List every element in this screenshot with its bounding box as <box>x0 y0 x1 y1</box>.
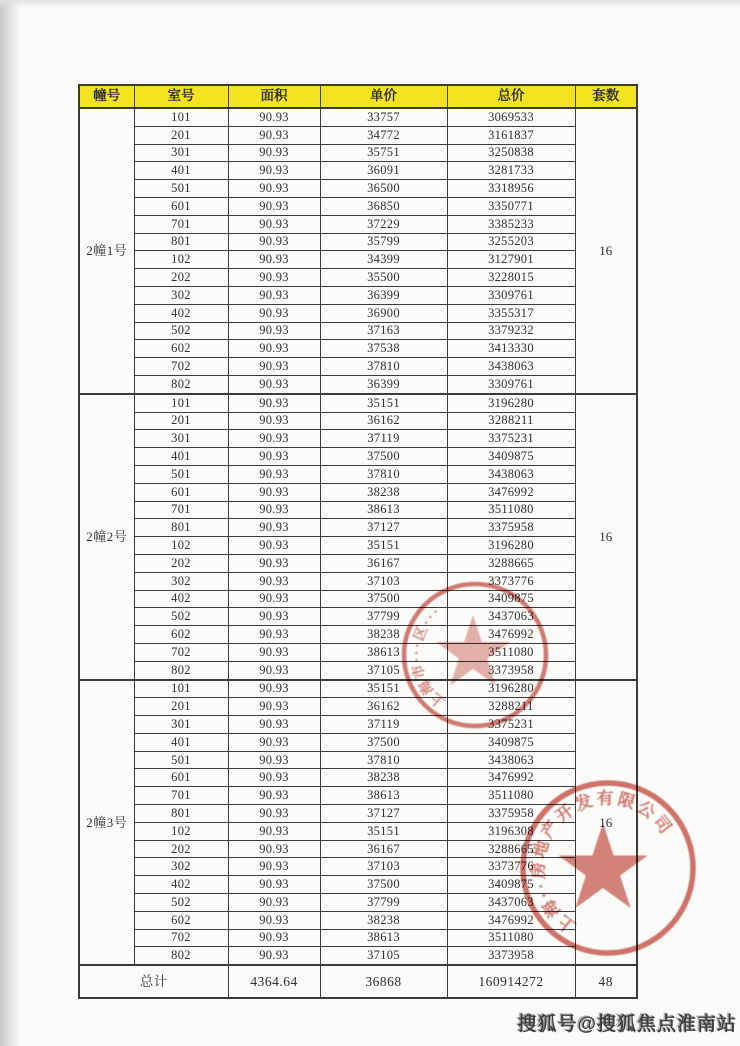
area-cell: 90.93 <box>228 661 320 679</box>
building-cell: 2幢1号 <box>79 108 134 394</box>
room-cell: 101 <box>134 108 228 126</box>
unit-row <box>79 375 637 393</box>
total-price-cell: 3288211 <box>447 698 575 716</box>
total-price-cell: 3288665 <box>447 554 575 572</box>
unit-row <box>79 554 637 572</box>
area-cell: 90.93 <box>228 840 320 858</box>
summary-row <box>79 965 637 998</box>
unit-price-cell: 37105 <box>320 661 447 679</box>
total-price-cell: 3373958 <box>447 661 575 679</box>
unit-price-cell: 36500 <box>320 180 447 198</box>
summary-unit-price-cell: 36868 <box>320 965 447 998</box>
area-cell: 90.93 <box>228 108 320 126</box>
unit-row <box>79 751 637 769</box>
total-price-cell: 3196280 <box>447 680 575 698</box>
unit-row <box>79 304 637 322</box>
building-cell: 2幢3号 <box>79 680 134 966</box>
unit-row <box>79 233 637 251</box>
area-cell: 90.93 <box>228 894 320 912</box>
total-price-cell: 3409875 <box>447 876 575 894</box>
total-price-cell: 3409875 <box>447 448 575 466</box>
room-cell: 801 <box>134 233 228 251</box>
unit-price-cell: 36167 <box>320 840 447 858</box>
area-cell: 90.93 <box>228 929 320 947</box>
total-price-cell: 3379232 <box>447 322 575 340</box>
seal-star-icon <box>558 823 647 908</box>
unit-price-cell: 38238 <box>320 911 447 929</box>
room-cell: 702 <box>134 929 228 947</box>
area-cell: 90.93 <box>228 430 320 448</box>
seal-arc-text: 上海··房地产开发有限公司 <box>528 788 677 937</box>
room-cell: 502 <box>134 608 228 626</box>
total-price-cell: 3196280 <box>447 537 575 555</box>
total-price-cell: 3228015 <box>447 269 575 287</box>
room-cell: 301 <box>134 716 228 734</box>
unit-price-cell: 37810 <box>320 465 447 483</box>
area-cell: 90.93 <box>228 787 320 805</box>
total-price-cell: 3437063 <box>447 608 575 626</box>
total-price-cell: 3373958 <box>447 947 575 965</box>
unit-price-cell: 35500 <box>320 269 447 287</box>
area-cell: 90.93 <box>228 465 320 483</box>
building-cell: 2幢2号 <box>79 394 134 680</box>
total-price-cell: 3438063 <box>447 751 575 769</box>
area-cell: 90.93 <box>228 911 320 929</box>
unit-row <box>79 412 637 430</box>
room-cell: 401 <box>134 448 228 466</box>
summary-total-price-cell: 160914272 <box>447 965 575 998</box>
header-row <box>79 85 637 108</box>
room-cell: 401 <box>134 162 228 180</box>
area-cell: 90.93 <box>228 805 320 823</box>
unit-row <box>79 465 637 483</box>
room-cell: 302 <box>134 858 228 876</box>
units-count-cell: 16 <box>575 680 637 966</box>
summary-label-cell: 总计 <box>79 965 228 998</box>
area-cell: 90.93 <box>228 698 320 716</box>
sohu-watermark: 搜狐号@搜狐焦点淮南站 <box>517 1014 737 1035</box>
area-cell: 90.93 <box>228 751 320 769</box>
unit-price-cell: 35751 <box>320 144 447 162</box>
unit-price-cell: 36850 <box>320 197 447 215</box>
area-cell: 90.93 <box>228 394 320 412</box>
summary-units-cell: 48 <box>575 965 637 998</box>
unit-price-cell: 35151 <box>320 537 447 555</box>
area-cell: 90.93 <box>228 322 320 340</box>
room-cell: 701 <box>134 215 228 233</box>
unit-price-cell: 38238 <box>320 483 447 501</box>
unit-price-cell: 38613 <box>320 501 447 519</box>
unit-row <box>79 519 637 537</box>
total-price-cell: 3476992 <box>447 911 575 929</box>
room-cell: 201 <box>134 126 228 144</box>
area-cell: 90.93 <box>228 412 320 430</box>
unit-price-cell: 37810 <box>320 751 447 769</box>
unit-price-cell: 35151 <box>320 680 447 698</box>
unit-price-cell: 37799 <box>320 894 447 912</box>
room-cell: 702 <box>134 358 228 376</box>
room-cell: 802 <box>134 947 228 965</box>
header-cell: 面积 <box>228 85 320 108</box>
total-price-cell: 3375958 <box>447 519 575 537</box>
room-cell: 201 <box>134 698 228 716</box>
total-price-cell: 3511080 <box>447 643 575 661</box>
unit-price-cell: 36162 <box>320 698 447 716</box>
area-cell: 90.93 <box>228 180 320 198</box>
room-cell: 602 <box>134 340 228 358</box>
area-cell: 90.93 <box>228 233 320 251</box>
room-cell: 802 <box>134 375 228 393</box>
room-cell: 101 <box>134 680 228 698</box>
header-cell: 幢号 <box>79 85 134 108</box>
room-cell: 202 <box>134 554 228 572</box>
unit-row <box>79 197 637 215</box>
unit-row <box>79 144 637 162</box>
seal-star-icon <box>436 615 510 686</box>
unit-row <box>79 448 637 466</box>
unit-row <box>79 501 637 519</box>
area-cell: 90.93 <box>228 126 320 144</box>
unit-row <box>79 322 637 340</box>
unit-price-cell: 34399 <box>320 251 447 269</box>
unit-price-cell: 38238 <box>320 769 447 787</box>
unit-price-cell: 37127 <box>320 805 447 823</box>
unit-price-cell: 38613 <box>320 787 447 805</box>
red-company-seal-icon <box>518 778 698 958</box>
unit-row <box>79 483 637 501</box>
unit-row <box>79 430 637 448</box>
area-cell: 90.93 <box>228 304 320 322</box>
area-cell: 90.93 <box>228 733 320 751</box>
room-cell: 502 <box>134 322 228 340</box>
unit-price-cell: 37799 <box>320 608 447 626</box>
total-price-cell: 3375231 <box>447 716 575 734</box>
unit-row <box>79 358 637 376</box>
total-price-cell: 3476992 <box>447 626 575 644</box>
total-price-cell: 3373776 <box>447 572 575 590</box>
room-cell: 501 <box>134 465 228 483</box>
area-cell: 90.93 <box>228 251 320 269</box>
unit-price-cell: 36399 <box>320 286 447 304</box>
room-cell: 501 <box>134 180 228 198</box>
total-price-cell: 3409875 <box>447 733 575 751</box>
summary-area-cell: 4364.64 <box>228 965 320 998</box>
unit-row <box>79 394 637 412</box>
table-header <box>79 85 637 108</box>
room-cell: 602 <box>134 626 228 644</box>
header-cell: 单价 <box>320 85 447 108</box>
total-price-cell: 3511080 <box>447 787 575 805</box>
area-cell: 90.93 <box>228 643 320 661</box>
unit-price-cell: 33757 <box>320 108 447 126</box>
total-price-cell: 3375958 <box>447 805 575 823</box>
unit-price-cell: 36162 <box>320 412 447 430</box>
room-cell: 402 <box>134 590 228 608</box>
unit-row <box>79 162 637 180</box>
red-round-seal-icon <box>395 575 555 735</box>
area-cell: 90.93 <box>228 822 320 840</box>
room-cell: 301 <box>134 430 228 448</box>
room-cell: 102 <box>134 822 228 840</box>
room-cell: 101 <box>134 394 228 412</box>
unit-price-cell: 37500 <box>320 876 447 894</box>
unit-price-cell: 37229 <box>320 215 447 233</box>
unit-price-cell: 34772 <box>320 126 447 144</box>
total-price-cell: 3511080 <box>447 501 575 519</box>
unit-price-cell: 37163 <box>320 322 447 340</box>
area-cell: 90.93 <box>228 162 320 180</box>
total-price-cell: 3438063 <box>447 358 575 376</box>
area-cell: 90.93 <box>228 876 320 894</box>
total-price-cell: 3069533 <box>447 108 575 126</box>
header-cell: 总价 <box>447 85 575 108</box>
room-cell: 102 <box>134 537 228 555</box>
total-price-cell: 3409875 <box>447 590 575 608</box>
room-cell: 701 <box>134 787 228 805</box>
area-cell: 90.93 <box>228 215 320 233</box>
total-price-cell: 3161837 <box>447 126 575 144</box>
unit-price-cell: 35151 <box>320 394 447 412</box>
area-cell: 90.93 <box>228 769 320 787</box>
scan-edge-shadow-top <box>0 0 740 8</box>
unit-price-cell: 38613 <box>320 929 447 947</box>
unit-row <box>79 108 637 126</box>
room-cell: 301 <box>134 144 228 162</box>
header-cell: 套数 <box>575 85 637 108</box>
total-price-cell: 3437063 <box>447 894 575 912</box>
total-price-cell: 3413330 <box>447 340 575 358</box>
room-cell: 202 <box>134 269 228 287</box>
area-cell: 90.93 <box>228 554 320 572</box>
total-price-cell: 3438063 <box>447 465 575 483</box>
unit-row <box>79 126 637 144</box>
room-cell: 402 <box>134 876 228 894</box>
unit-price-cell: 35799 <box>320 233 447 251</box>
room-cell: 501 <box>134 751 228 769</box>
unit-row <box>79 733 637 751</box>
room-cell: 801 <box>134 519 228 537</box>
unit-price-cell: 36900 <box>320 304 447 322</box>
unit-price-cell: 38238 <box>320 626 447 644</box>
unit-row <box>79 215 637 233</box>
unit-row <box>79 269 637 287</box>
unit-price-cell: 36091 <box>320 162 447 180</box>
room-cell: 102 <box>134 251 228 269</box>
total-price-cell: 3375231 <box>447 430 575 448</box>
room-cell: 601 <box>134 769 228 787</box>
unit-row <box>79 251 637 269</box>
unit-price-cell: 37119 <box>320 430 447 448</box>
total-price-cell: 3288211 <box>447 412 575 430</box>
unit-price-cell: 35151 <box>320 822 447 840</box>
area-cell: 90.93 <box>228 716 320 734</box>
area-cell: 90.93 <box>228 858 320 876</box>
area-cell: 90.93 <box>228 448 320 466</box>
total-price-cell: 3309761 <box>447 286 575 304</box>
room-cell: 302 <box>134 572 228 590</box>
unit-row <box>79 286 637 304</box>
area-cell: 90.93 <box>228 572 320 590</box>
total-price-cell: 3350771 <box>447 197 575 215</box>
total-price-cell: 3355317 <box>447 304 575 322</box>
unit-row <box>79 340 637 358</box>
area-cell: 90.93 <box>228 269 320 287</box>
total-price-cell: 3511080 <box>447 929 575 947</box>
unit-price-cell: 37103 <box>320 572 447 590</box>
unit-price-cell: 37500 <box>320 733 447 751</box>
area-cell: 90.93 <box>228 519 320 537</box>
unit-price-cell: 37103 <box>320 858 447 876</box>
area-cell: 90.93 <box>228 144 320 162</box>
units-count-cell: 16 <box>575 394 637 680</box>
room-cell: 602 <box>134 911 228 929</box>
total-price-cell: 3318956 <box>447 180 575 198</box>
room-cell: 201 <box>134 412 228 430</box>
area-cell: 90.93 <box>228 197 320 215</box>
area-cell: 90.93 <box>228 947 320 965</box>
room-cell: 802 <box>134 661 228 679</box>
unit-price-cell: 37500 <box>320 590 447 608</box>
summary-section <box>79 965 637 998</box>
room-cell: 801 <box>134 805 228 823</box>
area-cell: 90.93 <box>228 608 320 626</box>
total-price-cell: 3385233 <box>447 215 575 233</box>
unit-price-cell: 36399 <box>320 375 447 393</box>
unit-price-cell: 37105 <box>320 947 447 965</box>
area-cell: 90.93 <box>228 358 320 376</box>
building-section <box>79 108 637 394</box>
total-price-cell: 3309761 <box>447 375 575 393</box>
unit-price-cell: 37500 <box>320 448 447 466</box>
total-price-cell: 3255203 <box>447 233 575 251</box>
unit-row <box>79 180 637 198</box>
total-price-cell: 3281733 <box>447 162 575 180</box>
unit-price-cell: 37810 <box>320 358 447 376</box>
unit-price-cell: 38613 <box>320 643 447 661</box>
room-cell: 402 <box>134 304 228 322</box>
total-price-cell: 3250838 <box>447 144 575 162</box>
total-price-cell: 3196308 <box>447 822 575 840</box>
seal-arc-text: 上海市···区··· <box>407 602 449 712</box>
area-cell: 90.93 <box>228 537 320 555</box>
room-cell: 401 <box>134 733 228 751</box>
room-cell: 601 <box>134 197 228 215</box>
area-cell: 90.93 <box>228 680 320 698</box>
total-price-cell: 3476992 <box>447 769 575 787</box>
unit-price-cell: 36167 <box>320 554 447 572</box>
total-price-cell: 3288665 <box>447 840 575 858</box>
scan-edge-shadow-left <box>0 0 20 1046</box>
area-cell: 90.93 <box>228 340 320 358</box>
area-cell: 90.93 <box>228 501 320 519</box>
room-cell: 702 <box>134 643 228 661</box>
area-cell: 90.93 <box>228 375 320 393</box>
units-count-cell: 16 <box>575 108 637 394</box>
header-cell: 室号 <box>134 85 228 108</box>
unit-row <box>79 537 637 555</box>
unit-price-cell: 37127 <box>320 519 447 537</box>
unit-price-cell: 37538 <box>320 340 447 358</box>
total-price-cell: 3127901 <box>447 251 575 269</box>
area-cell: 90.93 <box>228 590 320 608</box>
total-price-cell: 3373776 <box>447 858 575 876</box>
unit-price-cell: 37119 <box>320 716 447 734</box>
area-cell: 90.93 <box>228 483 320 501</box>
area-cell: 90.93 <box>228 286 320 304</box>
room-cell: 701 <box>134 501 228 519</box>
room-cell: 302 <box>134 286 228 304</box>
total-price-cell: 3196280 <box>447 394 575 412</box>
room-cell: 202 <box>134 840 228 858</box>
room-cell: 502 <box>134 894 228 912</box>
total-price-cell: 3476992 <box>447 483 575 501</box>
area-cell: 90.93 <box>228 626 320 644</box>
room-cell: 601 <box>134 483 228 501</box>
